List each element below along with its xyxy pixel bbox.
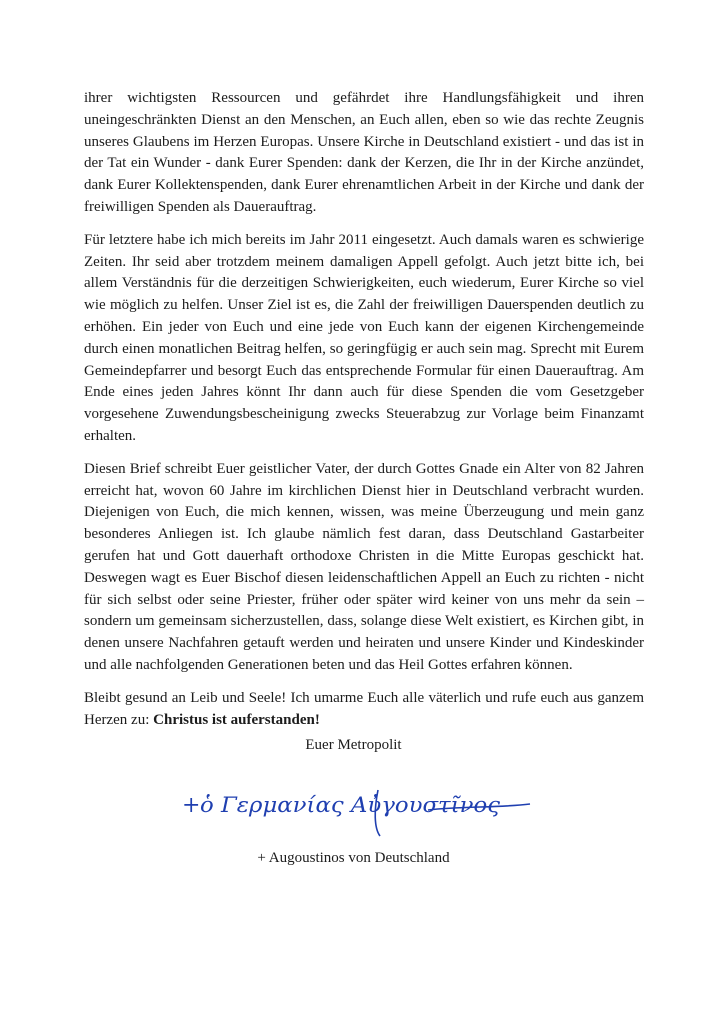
letter-body: [84, 88, 644, 742]
easter-greeting: Christus ist auferstanden!: [153, 711, 320, 728]
paragraph-2: Für letztere habe ich mich bereits im Jahr 2011 eingesetzt. Auch damals waren es schwierige Zeiten. Ihr seid aber trotzdem meinem damaligen Appell gefolgt. Auch jetzt bitte ich, bei allem Verständnis für die derzeitigen Schwierigkeiten, euch wiederum, Eurer Kirche so viel wie möglich zu helfen. Unser Ziel ist es, die Zahl der freiwilligen Dauerspenden deutlich zu erhöhen. Ein jeder von Euch und eine jede von Euch kann der eigenen Kirchengemeinde durch einen monatlichen Beitrag helfen, so geringfügig er auch sein mag. Sprecht mit Eurem Gemeindepfarrer und besorgt Euch das entsprechende Formular für einen Dauerauftrag. Am Ende eines jeden Jahres könnt Ihr dann auch für diese Spenden die vom Gesetzgeber vorgesehene Zuwendungsbescheinigung zwecks Steuerabzug zur Vorlage beim Finanzamt erhalten.: [84, 231, 644, 444]
closing-line: Euer Metropolit: [305, 737, 402, 753]
paragraph-1: ihrer wichtigsten Ressourcen und gefährdet ihre Handlungsfähigkeit und ihren uneingeschränkten Dienst an den Menschen, an Euch allen, eben so wie das rechte Zeugnis unseres Glaubens im Herzen Europas. Unsere Kirche in Deutschland existiert - und das ist in der Tat ein Wunder - dank Eurer Spenden: dank der Kerzen, die Ihr in der Kirche anzündet, dank Eurer Kollektenspenden, dank Eurer ehrenamtlichen Arbeit in der Kirche und dank der freiwilligen Spenden als Dauerauftrag.: [84, 90, 644, 215]
signature-drawing: [178, 770, 538, 840]
signature-prefix: +: [182, 793, 201, 818]
signer-name: + Augoustinos von Deutschland: [257, 850, 450, 866]
signature-text: ὁ Γερμανίας Αὐγουστῖνος: [200, 793, 501, 817]
paragraph-3: Diesen Brief schreibt Euer geistlicher Vater, der durch Gottes Gnade ein Alter von 82 Jahren erreicht hat, wovon 60 Jahre im kirchlichen Dienst hier in Deutschland verbracht wurden. Diejenigen von Euch, die mich kennen, wissen, was meine Überzeugung und mein ganz besonderes Anliegen ist. Ich glaube nämlich fest daran, dass Deutschland Gastarbeiter gerufen hat und Gott dauerhaft orthodoxe Christen in die Mitte Europas geschickt hat. Deswegen wagt es Euer Bischof diesen leidenschaftlichen Appell an Euch zu richten - nicht für sich selbst oder seine Priester, früher oder später wird keiner von uns mehr da sein – sondern um gemeinsam sicherzustellen, dass, solange diese Welt existiert, es Kirchen gibt, in denen unsere Nachfahren getauft werden und heiraten und unsere Kinder und Kindeskinder und alle nachfolgenden Generationen beten und das Heil Gottes erfahren können.: [84, 460, 644, 673]
paragraph-4: [84, 688, 644, 732]
handwritten-signature: [178, 770, 538, 840]
paragraph-4-text: Bleibt gesund an Leib und Seele! Ich umarme Euch alle väterlich und rufe euch aus ganzem Herzen zu:: [84, 689, 644, 728]
